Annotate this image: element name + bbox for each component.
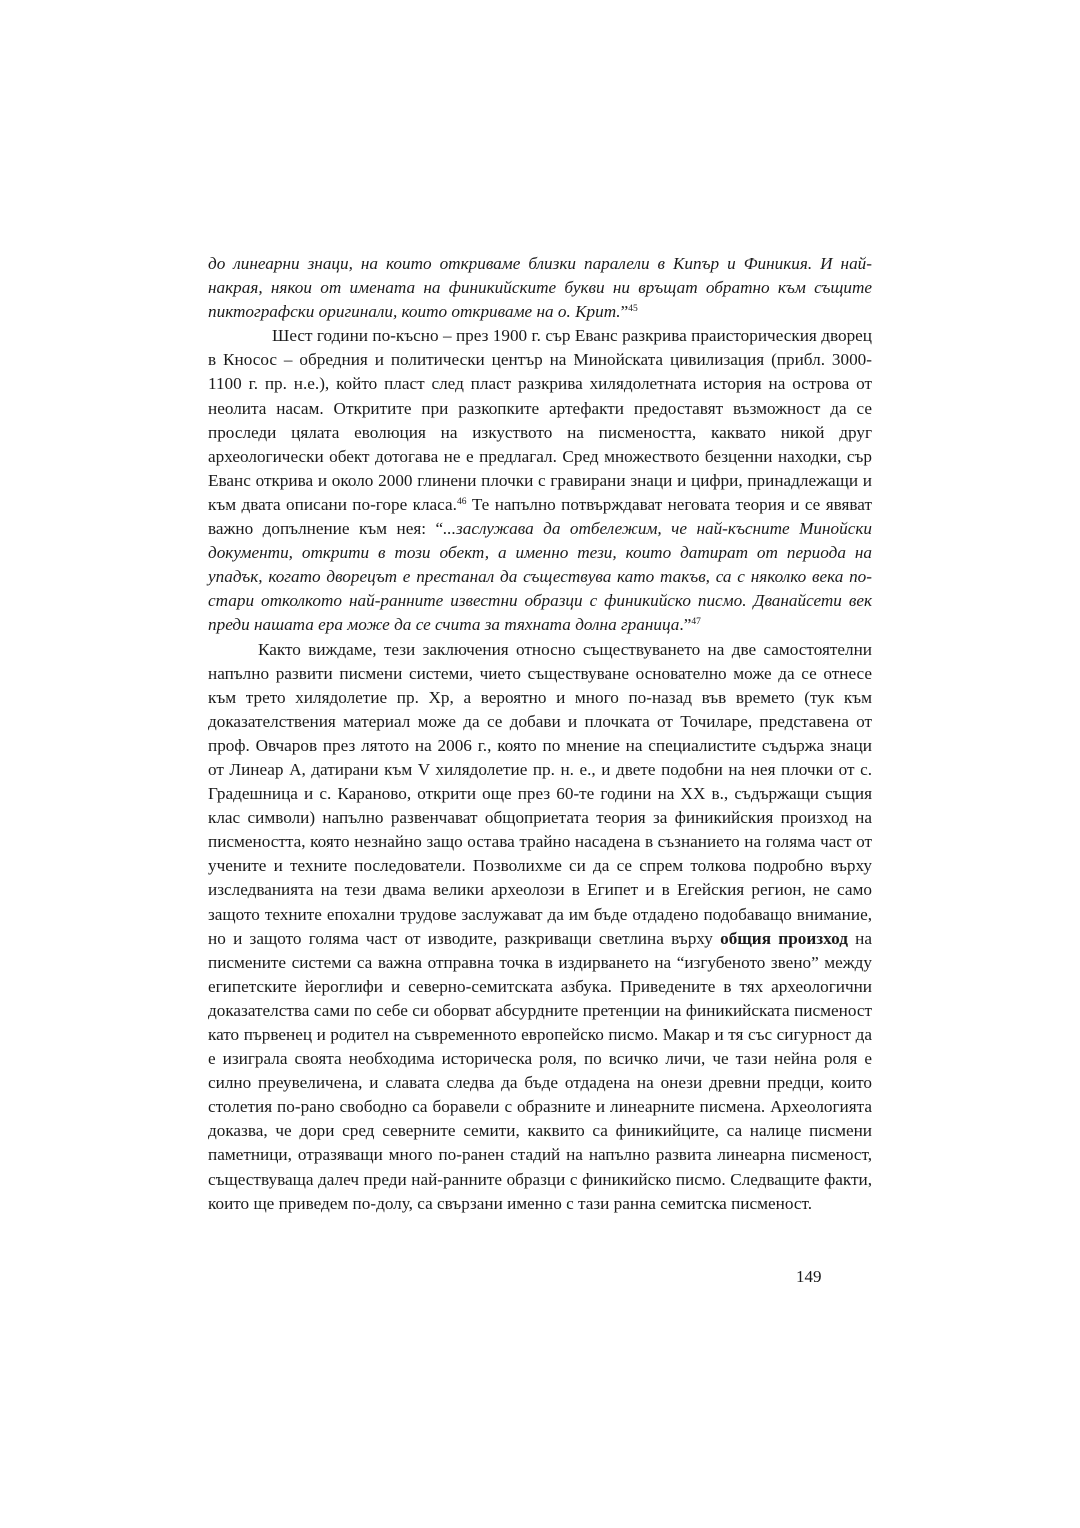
body-text: на писмените системи са важна отправна точка в издирването на “изгубеното звено” между египетските йероглифи и северно-семитската азбука. Приведените в тях археологични доказателства сами по себе си оборват абсурдните претенции на финикийската писменост като първенец и родител на съвременното европейско писмо. Макар и тя със сигурност да е изиграла своята необходима историческа роля, по всичко личи, че тази нейна роля е силно преувеличена, и славата следва да бъде отдадена на онези древни предци, които столетия по-рано свободно са боравели с образните и линеарните писмена. Археологията доказва, че дори сред северните семити, каквито са финикийците, са налице писмени паметници, отразяващи много по-ранен стадий на напълно развита линеарна писменост, съществуваща далеч преди най-ранните образци с финикийско писмо. Следващите факти, които ще приведем по-долу, са свързани именно с тази ранна семитска писменост.: [208, 928, 873, 1213]
paragraph-conclusions: [208, 638, 872, 1216]
bold-term: общия произход: [720, 928, 848, 948]
closing-quote: ”: [620, 302, 629, 322]
footnote-ref-47: 47: [691, 617, 701, 628]
closing-quote: .”: [679, 615, 692, 635]
quote-text: до линеарни знаци, на които откриваме близки паралели в Кипър и Финикия. И най-накрая, някои от имената на финикийските букви ни връщат обратно към същите пиктографски оригинали, които откриваме на о. Крит.: [208, 254, 872, 322]
paragraph-quote-continuation: [208, 252, 872, 324]
footnote-ref-45: 45: [628, 304, 638, 315]
footnote-ref-46: 46: [456, 496, 467, 507]
body-text: Както виждаме, тези заключения относно съществуването на две самостоятелни напълно развити писмени системи, чието съществуване основателно може да се отнесе към трето хилядолетие пр. Хр, а вероятно и много по-назад във времето (тук към доказателствения материал може да се добави и плочката от Точиларе, представена от проф. Овчаров през лятото на 2006 г., която по мнение на специалистите съдържа знаци от Линеар А, датирани към V хилядолетие пр. н. е., и двете подобни на нея плочки от с. Градешница и с. Караново, открити още през 60-те години на XX в., съдържащи същия клас символи) напълно развенчават общоприетата теория за финикийския произход на писмеността, която незнайно защо остава трайно насадена в съзнанието на голяма част от учените и техните последователи. Позволихме си да се спрем толкова подробно върху изследванията на тези двама велики археолози в Египет и в Егейския регион, не само защото техните епохални трудове заслужават да им бъде отдадено подобаващо внимание, но и защото голяма част от изводите, разкриващи светлина върху: [208, 639, 872, 948]
page-number: 149: [796, 1267, 822, 1286]
paragraph-knossos: [208, 324, 872, 637]
page-body: [208, 252, 872, 1216]
quote-text: ...заслужава да отбележим, че най-късните Минойски документи, открити в този обект, а именно тези, които датират от периода на упадък, когато дворецът е престанал да съществува като такъв, са с няколко века по-стари отколкото най-ранните известни образци с финикийско писмо. Дванайсети век преди нашата ера може да се счита за тяхната долна граница: [208, 519, 872, 635]
body-text: Шест години по-късно – през 1900 г. сър Еванс разкрива праисторическия дворец в Кносос – обредния и политически център на Минойската цивилизация (прибл. 3000-1100 г. пр. н.е.), който пласт след пласт разкрива хилядолетната история на острова от неолита насам. Откритите при разкопките артефакти предоставят възможност да се проследи цялата еволюция на изкуството на писмеността, каквато никой друг археологически обект дотогава не е предлагал. Сред множеството безценни находки, сър Еванс открива и около 2000 глинени плочки с гравирани знаци и цифри, принадлежащи и към двата описани по-горе класа.: [208, 326, 872, 514]
body-text: Те напълно потвърждават неговата теория и се явяват важно допълнение към нея: “: [208, 494, 872, 539]
